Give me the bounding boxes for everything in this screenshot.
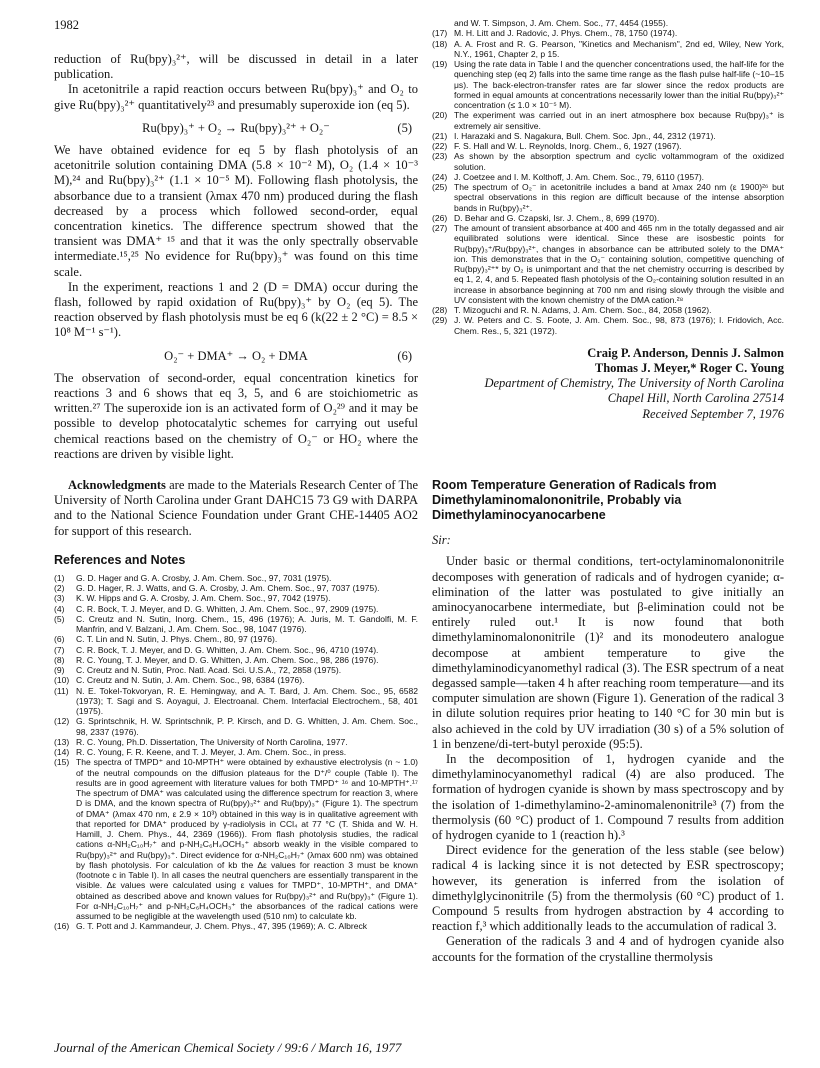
reference-text: G. T. Pott and J. Kammandeur, J. Chem. Phys., 47, 395 (1969); A. C. Albreck	[76, 921, 368, 932]
reference-item	[432, 131, 784, 141]
reference-number: (29)	[432, 315, 448, 326]
reference-text: G. D. Hager, R. J. Watts, and G. A. Crosby, J. Am. Chem. Soc., 97, 7037 (1975).	[76, 583, 380, 594]
reference-number: (13)	[54, 736, 70, 747]
reference-text: and W. T. Simpson, J. Am. Chem. Soc., 77, 4454 (1955).	[454, 18, 669, 28]
affiliation-line: Chapel Hill, North Carolina 27514	[607, 391, 784, 406]
equation-5	[54, 121, 418, 136]
equation-number: (5)	[397, 120, 412, 135]
reference-item	[54, 686, 418, 717]
reference-number: (19)	[432, 59, 448, 69]
reference-number: (24)	[432, 171, 448, 182]
reference-item	[54, 665, 418, 675]
reference-text: G. Sprintschnik, H. W. Sprintschnik, P. P. Kirsch, and D. G. Whitten, J. Am. Chem. Soc., 98, 2337 (1976).	[76, 716, 418, 737]
reference-number: (23)	[432, 151, 448, 162]
reference-text: C. Creutz and N. Sutin, J. Am. Chem. Soc., 98, 6384 (1976).	[76, 675, 305, 686]
reference-item	[432, 213, 784, 223]
reference-item	[54, 593, 418, 603]
article-title: Room Temperature Generation of Radicals from Dimethylaminomalononitrile, Probably via Dimethylaminocyanocarbene	[432, 477, 717, 523]
reference-item	[54, 634, 418, 644]
body-paragraph: In the experiment, reactions 1 and 2 (D = DMA) occur during the flash, followed by rapid oxidation of Ru(bpy)₃⁺ by O₂ (eq 5). The reaction observed by flash photolysis must be eq 6 (k(22 ± 2 °C) = 8.5 × 10⁸ M⁻¹ s⁻¹).	[54, 279, 418, 340]
reference-text: K. W. Hipps and G. A. Crosby, J. Am. Chem. Soc., 97, 7042 (1975).	[76, 593, 331, 604]
reference-text: C. Creutz and N. Sutin, Proc. Natl. Acad. Sci. U.S.A., 72, 2858 (1975).	[76, 665, 342, 676]
reference-number: (3)	[54, 593, 65, 604]
reference-item	[432, 172, 784, 182]
reference-number: (6)	[54, 634, 65, 645]
reference-number: (12)	[54, 716, 70, 727]
body-paragraph: reduction of Ru(bpy)₃²⁺, will be discussed in detail in a later publication.	[54, 52, 418, 82]
reference-number: (4)	[54, 603, 65, 614]
reference-text: T. Mizoguchi and R. N. Adams, J. Am. Chem. Soc., 84, 2058 (1962).	[454, 305, 712, 315]
reference-text: The spectra of TMPD⁺ and 10-MPTH⁺ were obtained by exhaustive electrolysis (n ~ 1.0) of the neutral compounds on the diffusion plateaus for the D⁺/⁰ couple (Table I). The results are in good agreement with literature values for both TMPD⁺ ¹⁶ and 10-MPTH⁺.¹⁷ The spectrum of DMA⁺ was calculated using the difference spectrum for reaction 3, where D is DMA, and the known spectra of Ru(bpy)₃²⁺ and Ru(bpy)₃⁺ (Figure 1). The spectrum of DMA⁺ (λmax 470 nm, ε 2.9 × 10³) obtained in this way is in qualitative agreement with that reported for DMA⁺ produced by γ-radiolysis in CCl₄ at 77 °C (T. Shida and W. H. Hamill, J. Chem. Phys., 44, 2369 (1966)). From flash photolysis studies, the radical cations α-NH₂C₁₀H₇⁺ and p-NH₂C₆H₄OCH₃⁺ absorb weakly in the visible compared to Ru(bpy)₃²⁺ and Ru(bpy)₃⁺. Direct evidence for α-NH₂C₁₀H₇⁺ (λmax 600 nm) was obtained by flash photolysis. For calculation of kb the Δε values for reaction 3 must be known (footnote c in Table I). In all cases the neutral quenchers are essentially transparent in the visible. Δε values were calculated using ε values for TMPD⁺, 10-MPTH⁺, and DMA⁺ obtained as described above and known values for Ru(bpy)₃²⁺ and Ru(bpy)₃⁺ (Figure 1). For α-NH₂C₁₀H₇⁺ and p-NH₂C₆H₄OCH₃⁺ the absorbances of the radical cations were assumed to be negligible at the wavelength used (510 nm) to calculate kb.	[76, 757, 418, 922]
reference-text: The spectrum of O₂⁻ in acetonitrile includes a band at λmax 240 nm (ε 1900)²⁶ but spectral observations in this region are difficult because of the intense absorption bands in Ru(bpy)₃²⁺.	[454, 182, 784, 213]
reference-text: F. S. Hall and W. L. Reynolds, Inorg. Chem., 6, 1927 (1967).	[454, 141, 682, 151]
page-number: 1982	[54, 18, 79, 32]
reference-number: (18)	[432, 38, 448, 49]
body-paragraph: In the decomposition of 1, hydrogen cyanide and the dimethylaminocyanomethyl radical (4) are also produced. The formation of hydrogen cyanide is shown by mass spectroscopy and by the isolation of 1-dimethylamino-2-aminomalenonitrile³ (7) from the thermolysis (60 °C) product of 1. Compound 7 results from addition of hydrogen cyanide to 1 (reaction h).³	[432, 752, 784, 843]
reference-item	[54, 645, 418, 655]
reference-number: (5)	[54, 613, 65, 624]
right-column	[432, 18, 784, 965]
equation-number: (6)	[397, 348, 412, 363]
reference-number: (2)	[54, 583, 65, 594]
received-date: Received September 7, 1976	[642, 406, 784, 421]
reference-item	[432, 39, 784, 60]
reference-text: Using the rate data in Table I and the quencher concentrations used, the half-life for the quenching step (eq 2) falls into the same time range as the flash pulse half-life (~10–15 μs). The back-electron-transfer rates are far slower since the redox products are formed in equal amounts at concentrations necessarily lower than the initial Ru(bpy)₃²⁺ concentration (≤ 1.0 × 10⁻⁵ M).	[454, 59, 784, 110]
reference-text: J. W. Peters and C. S. Foote, J. Am. Chem. Soc., 98, 873 (1976); I. Fridovich, Acc. Chem. Res., 5, 321 (1972).	[454, 315, 784, 336]
acknowledgments-lead: Acknowledgments	[68, 478, 166, 493]
reference-text: The experiment was carried out in an inert atmosphere box because Ru(bpy)₃⁺ is extremely air sensitive.	[454, 110, 784, 131]
reference-number: (22)	[432, 141, 448, 151]
reference-text: N. E. Tokel-Tokvoryan, R. E. Hemingway, and A. T. Bard, J. Am. Chem. Soc., 95, 6582 (1973); T. Sagi and S. Aoyagui, J. Electroanal. Chem. Interfacial Electrochem., 58, 401 (1975).	[76, 685, 418, 717]
reference-text: C. R. Bock, T. J. Meyer, and D. G. Whitten, J. Am. Chem. Soc., 97, 2909 (1975).	[76, 603, 379, 614]
equation-text: O₂⁻ + DMA⁺ → O₂ + DMA	[164, 348, 308, 363]
reference-number: (16)	[54, 921, 70, 932]
reference-text: R. C. Young, F. R. Keene, and T. J. Meyer, J. Am. Chem. Soc., in press.	[76, 747, 347, 758]
reference-number: (1)	[54, 572, 65, 583]
reference-item	[54, 716, 418, 737]
reference-text: I. Harazaki and S. Nagakura, Bull. Chem. Soc. Jpn., 44, 2312 (1971).	[454, 130, 716, 141]
reference-item	[432, 110, 784, 131]
reference-number: (7)	[54, 644, 65, 655]
reference-number: (8)	[54, 654, 65, 665]
reference-item	[432, 305, 784, 315]
reference-number: (10)	[54, 675, 70, 686]
reference-number: (21)	[432, 130, 448, 141]
reference-item	[54, 921, 418, 931]
reference-item	[54, 757, 418, 921]
reference-number: (28)	[432, 305, 448, 315]
reference-text: As shown by the absorption spectrum and cyclic voltammogram of the oxidized solution.	[454, 151, 784, 172]
reference-number: (9)	[54, 665, 65, 676]
equation-6	[54, 349, 418, 364]
reference-item	[432, 141, 784, 151]
reference-item	[432, 223, 784, 305]
body-paragraph: Generation of the radicals 3 and 4 and of hydrogen cyanide also accounts for the formation of the crystalline thermolysis	[432, 934, 784, 964]
reference-item	[54, 747, 418, 757]
acknowledgments	[54, 478, 418, 539]
reference-item	[54, 614, 418, 635]
body-paragraph: Direct evidence for the generation of the less stable (see below) radical 4 is lacking since it is not detected by ESR spectroscopy; however, its generation is inferred from the isolation of dimethylglycinonitrile (5) from the thermolysis (60 °C) product of 1. Compound 5 results from hydrogen abstraction by 4 according to reaction f,³ which additionally leads to the accumulation of radical 3.	[432, 843, 784, 934]
author-line: Craig P. Anderson, Dennis J. Salmon	[587, 345, 784, 360]
reference-number: (11)	[54, 685, 69, 696]
reference-text: G. D. Hager and G. A. Crosby, J. Am. Chem. Soc., 97, 7031 (1975).	[76, 572, 332, 583]
reference-item	[54, 655, 418, 665]
body-paragraph: Under basic or thermal conditions, tert-octylaminomalononitrile decomposes with generation of radicals and of hydrogen cyanide; α-elimination of the latter was postulated to give initially an aminocyanocarbene intermediate, but β-elimination could not be entirely ruled out.¹ It is now found that both dimethylaminomalononitrile (1)² and its monodeutero analogue decompose at ambient temperature to give the dimethylaminodicyanomethyl radical (3). The ESR spectrum of a neat degassed sample—taken 4 h after reaching room temperature—and its computer simulation are shown (Figure 1). Generation of the radical 3 in dilute solution requires prior heating to 140 °C for 30 min but is also achieved in the cold by UV irradiation (30 s) of a 5% solution of 1 in benzene/di-tert-butyl peroxide (95:5).	[432, 554, 784, 751]
reference-text: C. Creutz and N. Sutin, Inorg. Chem., 15, 496 (1976); A. Juris, M. T. Gandolfi, M. F. Manfrin, and V. Balzani, J. Am. Chem. Soc., 98, 1047 (1976).	[76, 613, 418, 635]
reference-list	[54, 573, 418, 932]
reference-item	[54, 583, 418, 593]
body-paragraph: In acetonitrile a rapid reaction occurs between Ru(bpy)₃⁺ and O₂ to give Ru(bpy)₃²⁺ quantitatively²³ and presumably superoxide ion (eq 5).	[54, 82, 418, 112]
reference-item	[432, 151, 784, 172]
reference-number: (27)	[432, 223, 448, 233]
reference-item	[54, 604, 418, 614]
author-line: Thomas J. Meyer,* Roger C. Young	[594, 360, 784, 375]
reference-item	[54, 737, 418, 747]
journal-footer: Journal of the American Chemical Society / 99:6 / March 16, 1977	[54, 1040, 402, 1055]
salutation: Sir:	[432, 533, 451, 548]
reference-number: (20)	[432, 110, 448, 121]
reference-text: C. R. Bock, T. J. Meyer, and D. G. Whitten, J. Am. Chem. Soc., 96, 4710 (1974).	[76, 644, 379, 655]
reference-list	[432, 18, 784, 336]
reference-text: A. A. Frost and R. G. Pearson, "Kinetics and Mechanism", 2nd ed, Wiley, New York, N.Y., 1961, Chapter 2, p 15.	[454, 38, 784, 59]
reference-text: D. Behar and G. Czapski, Isr. J. Chem., 8, 699 (1970).	[454, 212, 660, 223]
reference-number: (25)	[432, 182, 448, 192]
body-paragraph: We have obtained evidence for eq 5 by flash photolysis of an acetonitrile solution containing DMA (5.8 × 10⁻² M), O₂ (1.4 × 10⁻³ M),²⁴ and Ru(bpy)₃²⁺ (1.1 × 10⁻⁵ M). Following flash photolysis, the absorbance due to a transient (λmax 470 nm) produced during the flash decreased by a process which followed second-order, equal concentration kinetics. The difference spectrum showed that the transient was DMA⁺ ¹⁵ and that it was the only spectrally observable intermediate.¹⁵,²⁵ No evidence for Ru(bpy)₃⁺ was found on this time scale.	[54, 143, 418, 279]
left-column	[54, 52, 418, 932]
reference-item	[432, 59, 784, 110]
acknowledgments-text: are made to the Materials Research Center of The University of North Carolina under Grant DAHC15 73 G9 with DARPA and to the National Science Foundation under Grant CHE-14405 AO2 for support of this research.	[54, 478, 418, 538]
reference-text: C. T. Lin and N. Sutin, J. Phys. Chem., 80, 97 (1976).	[76, 634, 278, 645]
reference-item	[432, 315, 784, 336]
reference-number: (26)	[432, 212, 448, 223]
affiliation-line: Department of Chemistry, The University of North Carolina	[484, 376, 784, 391]
reference-text: J. Coetzee and I. M. Kolthoff, J. Am. Chem. Soc., 79, 6110 (1957).	[454, 171, 705, 182]
reference-text: The amount of transient absorbance at 400 and 465 nm in the totally degassed and air equilibrated solutions were identical. Since these are isosbestic points for Ru(bpy)₃⁺/Ru(bpy)₃²⁺, changes in absorbance can be attributed solely to the DMA⁺ ion. This demonstrates that in the O₂⁻ containing solution, competitive quenching of Ru(bpy)₃²⁺* by O₂ is unimportant and that the net chemistry occurring is described by eq 1, 2, 4, and 5. Repeated flash photolysis of the O₂-containing solution resulted in an increase in absorbance beginning at 700 nm and rising slowly through the visible and UV consistent with the known chemistry of the DMA cation.²⁸	[454, 223, 784, 305]
references-heading: References and Notes	[54, 552, 186, 567]
reference-item	[432, 182, 784, 213]
body-paragraph: The observation of second-order, equal concentration kinetics for reactions 3 and 6 shows that eq 3, 5, and 6 are stoichiometric as written.²⁷ The superoxide ion is an activated form of O₂²⁹ and it may be possible to develop photocatalytic schemes for carrying out useful chemical reactions based on the chemistry of O₂⁻ or HO₂ where the reactions are driven by visible light.	[54, 370, 418, 461]
reference-text: M. H. Litt and J. Radovic, J. Phys. Chem., 78, 1750 (1974).	[454, 28, 678, 39]
reference-number: (17)	[432, 28, 448, 39]
reference-item	[54, 675, 418, 685]
reference-text: R. C. Young, Ph.D. Dissertation, The University of North Carolina, 1977.	[76, 736, 348, 747]
reference-item	[54, 573, 418, 583]
equation-text: Ru(bpy)₃⁺ + O₂ → Ru(bpy)₃²⁺ + O₂⁻	[142, 120, 330, 135]
reference-item	[432, 18, 784, 28]
reference-item	[432, 28, 784, 38]
reference-number: (15)	[54, 757, 70, 768]
reference-number: (14)	[54, 747, 70, 758]
reference-text: R. C. Young, T. J. Meyer, and D. G. Whitten, J. Am. Chem. Soc., 98, 286 (1976).	[76, 654, 379, 665]
